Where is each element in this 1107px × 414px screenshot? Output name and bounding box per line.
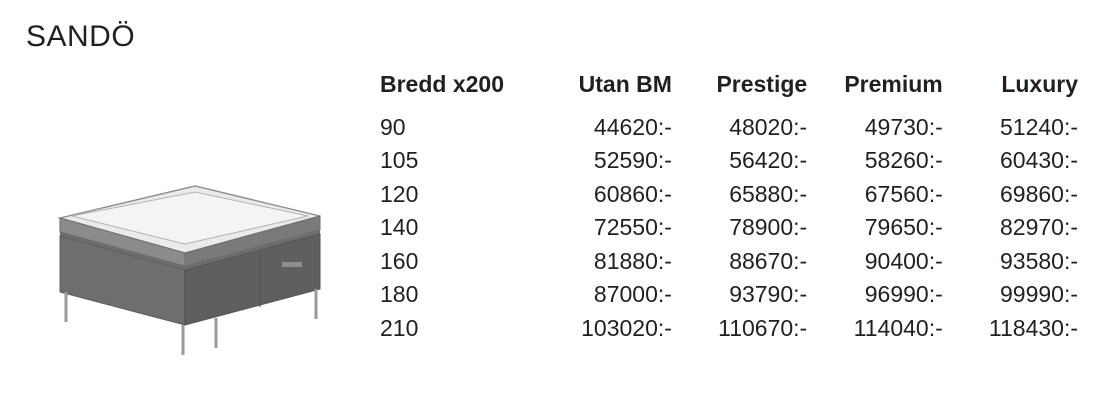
cell-price-luxury: 93580:-	[999, 247, 1078, 274]
table-row	[380, 144, 1080, 178]
cell-price-utan-bm: 52590:-	[593, 147, 672, 173]
cell-width: 105	[380, 147, 419, 173]
bed-illustration-icon	[20, 170, 340, 360]
cell-price-luxury: 82970:-	[999, 214, 1078, 240]
column-header-utan-bm: Utan BM	[578, 71, 672, 97]
cell-price-luxury: 51240:-	[999, 113, 1078, 140]
cell-width: 180	[380, 281, 419, 307]
cell-price-premium: 58260:-	[864, 147, 943, 173]
product-image	[20, 170, 340, 360]
cell-price-prestige: 88670:-	[729, 247, 808, 274]
cell-price-luxury: 99990:-	[999, 281, 1078, 307]
cell-price-premium: 96990:-	[864, 281, 943, 307]
cell-price-prestige: 110670:-	[718, 314, 808, 341]
cell-width: 210	[380, 314, 419, 341]
cell-width: 160	[380, 247, 419, 274]
table-row	[380, 312, 1080, 346]
page-title: SANDÖ	[26, 20, 136, 53]
cell-price-premium: 49730:-	[864, 113, 943, 140]
table-row	[380, 245, 1080, 279]
cell-price-prestige: 93790:-	[729, 281, 808, 307]
cell-price-prestige: 78900:-	[729, 214, 808, 240]
column-header-width: Bredd x200	[380, 71, 505, 97]
cell-width: 90	[380, 113, 406, 140]
cell-price-prestige: 65880:-	[729, 180, 808, 207]
cell-width: 140	[380, 214, 419, 240]
cell-price-premium: 67560:-	[864, 180, 943, 207]
cell-width: 120	[380, 180, 419, 207]
table-row	[380, 211, 1080, 245]
table-row	[380, 278, 1080, 312]
table-header-row	[380, 68, 1080, 111]
table-body	[380, 111, 1080, 346]
cell-price-utan-bm: 103020:-	[581, 314, 672, 341]
cell-price-luxury: 60430:-	[999, 147, 1078, 173]
cell-price-premium: 79650:-	[864, 214, 943, 240]
cell-price-prestige: 56420:-	[729, 147, 808, 173]
table-header	[380, 68, 1080, 111]
cell-price-utan-bm: 60860:-	[593, 180, 672, 207]
cell-price-prestige: 48020:-	[729, 113, 808, 140]
cell-price-premium: 90400:-	[864, 247, 943, 274]
column-header-prestige: Prestige	[716, 71, 808, 97]
cell-price-utan-bm: 81880:-	[593, 247, 672, 274]
table-row	[380, 111, 1080, 145]
cell-price-luxury: 69860:-	[999, 180, 1078, 207]
cell-price-luxury: 118430:-	[988, 314, 1078, 341]
cell-price-utan-bm: 87000:-	[593, 281, 672, 307]
cell-price-premium: 114040:-	[853, 314, 943, 341]
column-header-premium: Premium	[844, 71, 943, 97]
cell-price-utan-bm: 44620:-	[593, 113, 672, 140]
price-table	[380, 68, 1080, 345]
column-header-luxury: Luxury	[1001, 71, 1078, 97]
table-row	[380, 178, 1080, 212]
cell-price-utan-bm: 72550:-	[593, 214, 672, 240]
